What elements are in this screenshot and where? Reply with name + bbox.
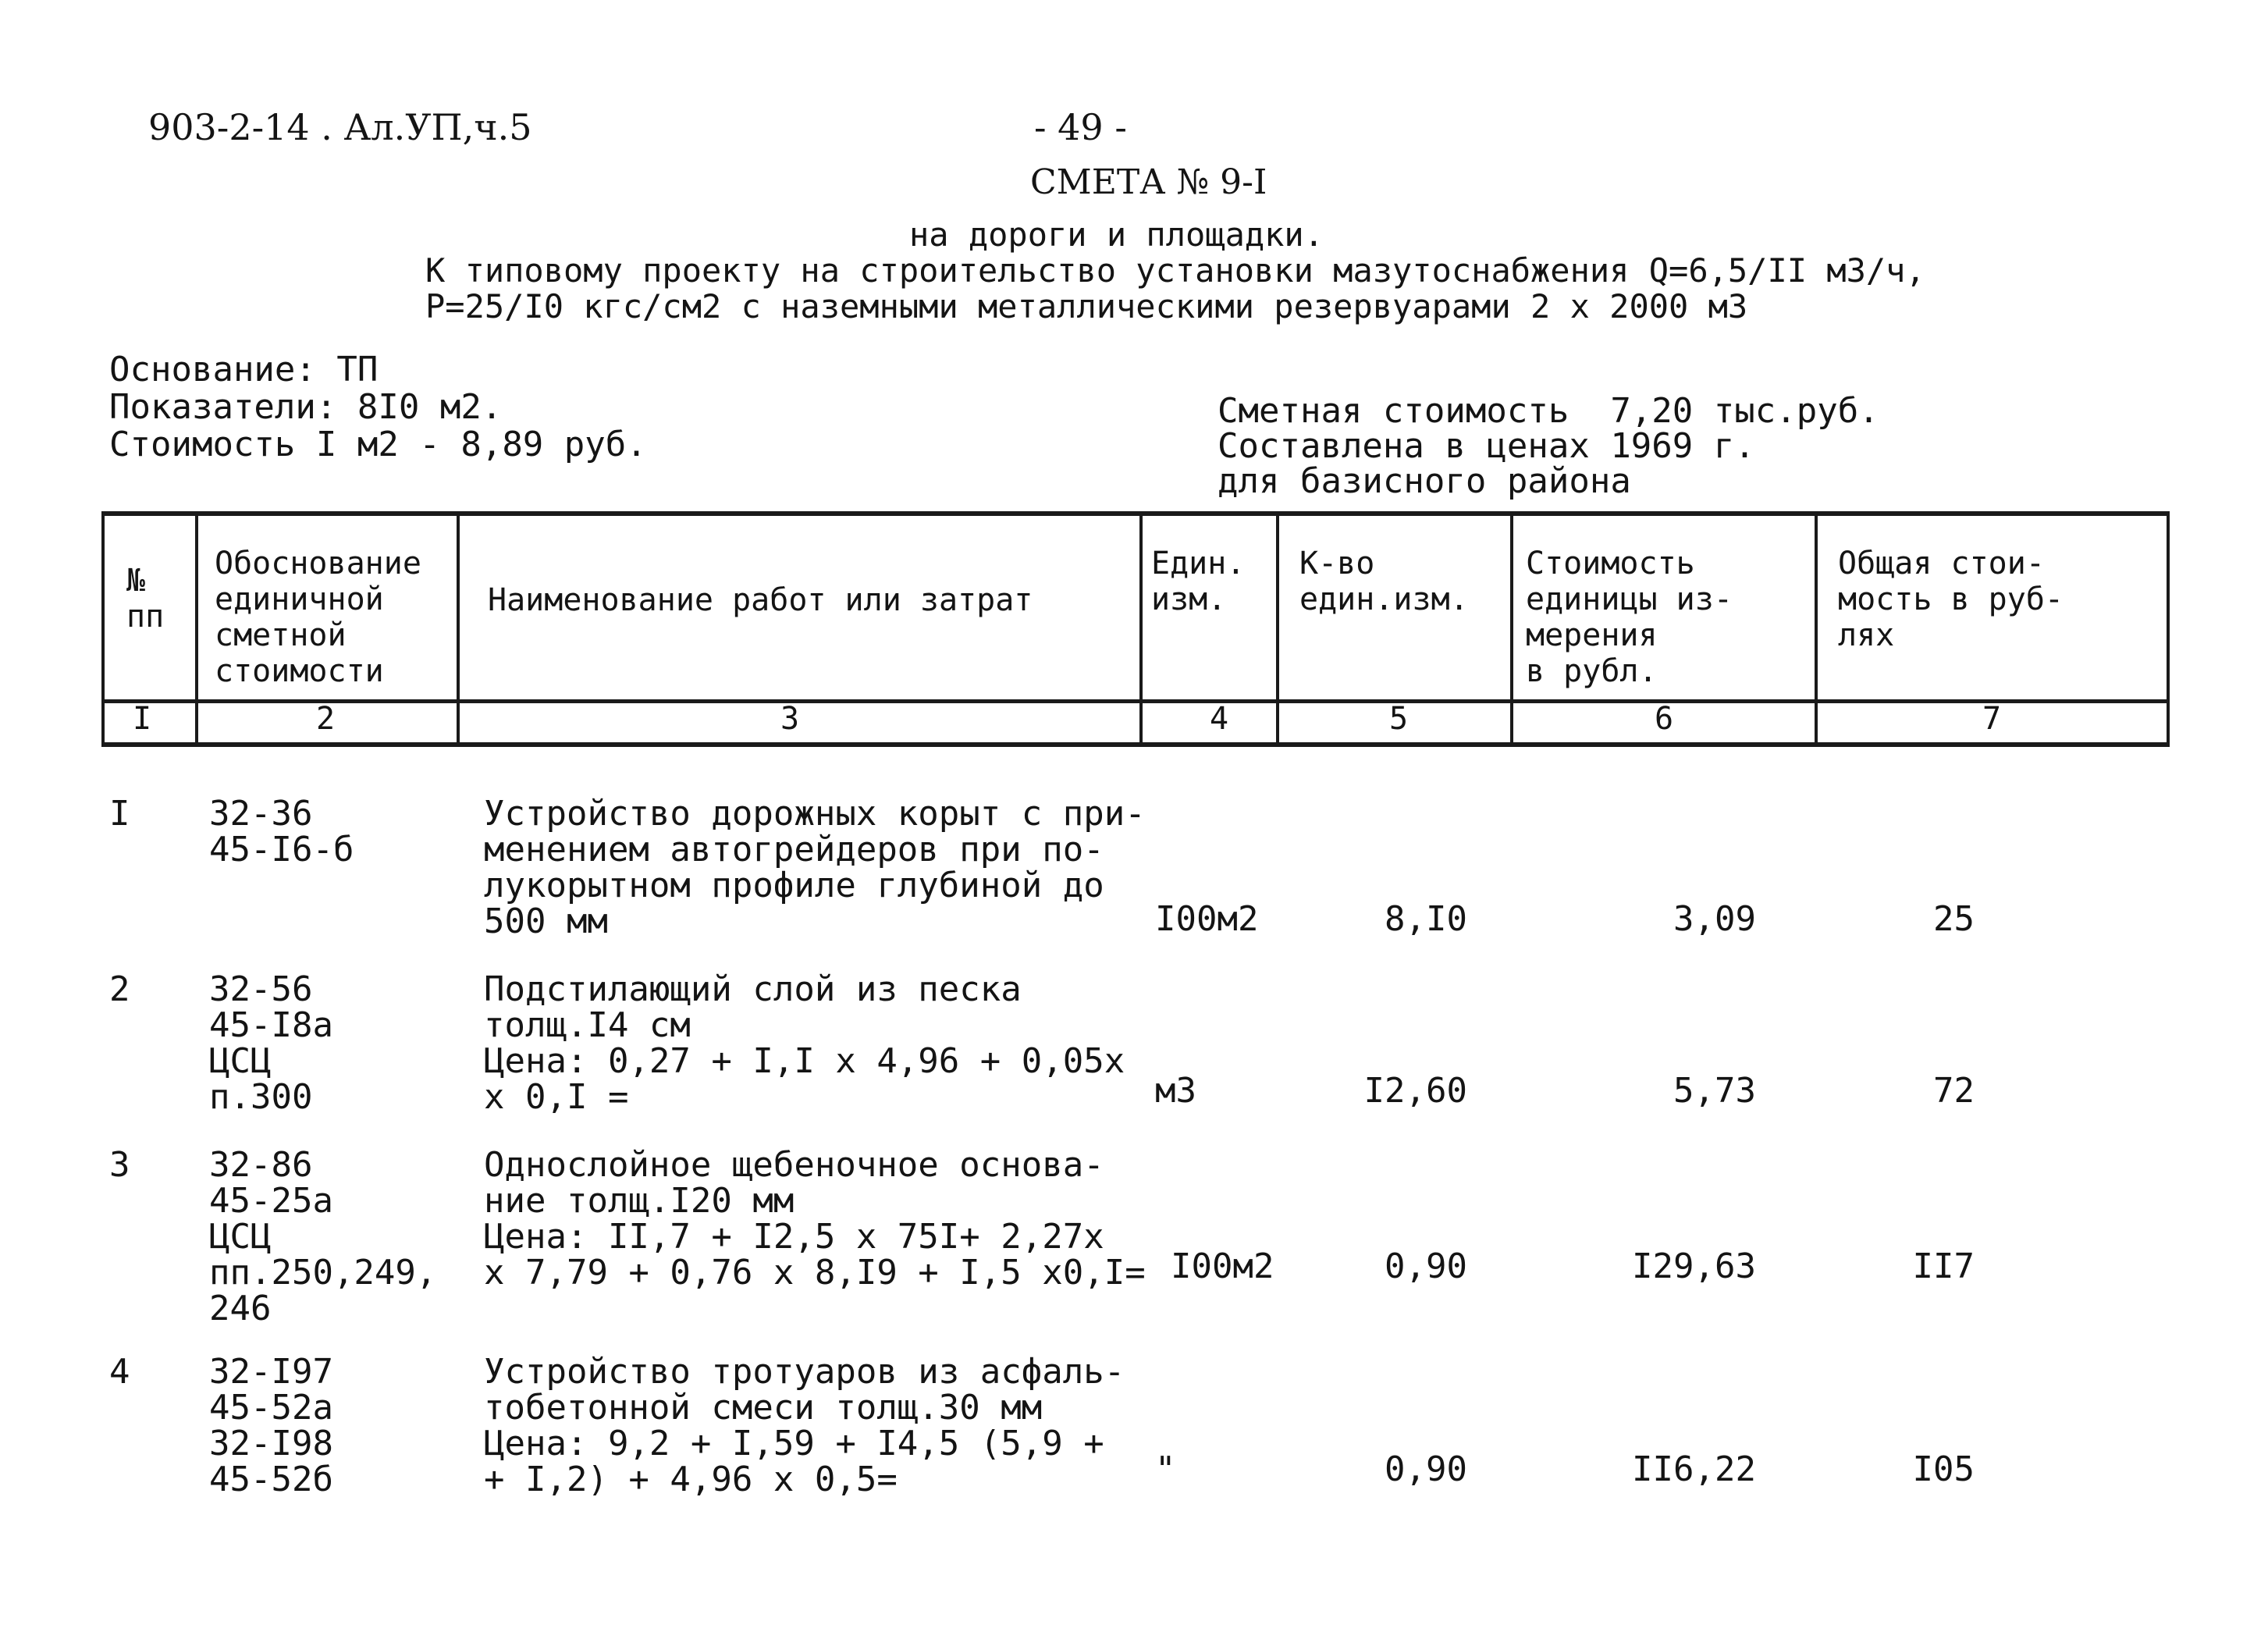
subtitle-line: К типовому проекту на строительство установки мазутоснабжения Q=6,5/II м3/ч, (425, 251, 1925, 290)
row-qty: 0,90 (1385, 1449, 1467, 1489)
column-divider (457, 516, 460, 742)
subtitle-line: P=25/I0 кгс/см2 с наземными металлическими резервуарами 2 х 2000 м3 (425, 287, 1748, 325)
column-number: 3 (780, 701, 800, 737)
column-header-basis: Обоснование единичной сметной стоимости (215, 546, 421, 689)
unit-cost-text: Стоимость I м2 - 8,89 руб. (109, 425, 647, 464)
row-unit: I00м2 (1171, 1246, 1274, 1286)
row-unit-price: I29,63 (1632, 1246, 1756, 1286)
subtitle-line: на дороги и площадки. (909, 215, 1324, 254)
column-divider (1139, 516, 1143, 742)
prices-year-text: Составлена в ценах 1969 г. (1218, 426, 1755, 466)
column-number: 4 (1210, 701, 1229, 737)
column-divider (1510, 516, 1513, 742)
estimated-cost-text: Сметная стоимость 7,20 тыс.руб. (1218, 391, 1879, 431)
column-number: 7 (1982, 701, 2002, 737)
row-name: Устройство тротуаров из асфаль- тобетонной смеси толщ.30 мм Цена: 9,2 + I,59 + I4,5 (5,9 + + I,2) + 4,96 х 0,5= (484, 1352, 1125, 1499)
row-unit: I00м2 (1155, 899, 1259, 939)
document-code: 903-2-14 . Ал.УП,ч.5 (148, 106, 532, 148)
table-header (101, 511, 2170, 747)
row-unit: м3 (1155, 1071, 1196, 1111)
row-unit-price: 5,73 (1673, 1071, 1756, 1111)
row-name: Однослойное щебеночное основа- ние толщ.I20 мм Цена: II,7 + I2,5 х 75I+ 2,27х х 7,79 + 0,76 х 8,I9 + I,5 х0,I= (484, 1145, 1146, 1293)
row-qty: I2,60 (1363, 1071, 1467, 1111)
column-divider (195, 516, 198, 742)
header-divider (101, 699, 2170, 703)
row-unit: " (1155, 1449, 1176, 1489)
column-number: 6 (1655, 701, 1674, 737)
column-number: I (133, 701, 152, 737)
column-header-unit-price: Стоимость единицы из- мерения в рубл. (1526, 546, 1733, 689)
column-divider (101, 516, 105, 742)
column-header-no: № пп (126, 563, 165, 635)
column-divider (1815, 516, 1818, 742)
row-unit-price: 3,09 (1673, 899, 1756, 939)
row-total: I05 (1912, 1449, 1975, 1489)
row-basis: 32-86 45-25а ЦСЦ пп.250,249, 246 (209, 1145, 437, 1328)
row-basis: 32-56 45-I8а ЦСЦ п.300 (209, 969, 333, 1117)
indicators-text: Показатели: 8I0 м2. (109, 387, 503, 427)
column-divider (2167, 516, 2170, 742)
row-number: 3 (109, 1145, 130, 1185)
region-text: для базисного района (1218, 461, 1631, 501)
row-name: Устройство дорожных корыт с при- менением автогрейдеров при по- лукорытном профиле глубиной до 500 мм (484, 794, 1146, 941)
row-number: I (109, 794, 130, 834)
row-total: 25 (1933, 899, 1975, 939)
row-total: II7 (1912, 1246, 1975, 1286)
basis-text: Основание: ТП (109, 350, 379, 389)
row-name: Подстилающий слой из песка толщ.I4 см Цена: 0,27 + I,I х 4,96 + 0,05х х 0,I = (484, 969, 1125, 1117)
column-number: 5 (1389, 701, 1409, 737)
column-number: 2 (316, 701, 336, 737)
row-total: 72 (1933, 1071, 1975, 1111)
row-number: 2 (109, 969, 130, 1009)
column-divider (1276, 516, 1279, 742)
page-number: - 49 - (1034, 106, 1127, 148)
row-qty: 0,90 (1385, 1246, 1467, 1286)
row-basis: 32-36 45-I6-б (209, 794, 354, 869)
estimate-title: СМЕТА № 9-I (1030, 162, 1267, 202)
column-header-name: Наименование работ или затрат (488, 582, 1033, 618)
row-basis: 32-I97 45-52а 32-I98 45-52б (209, 1352, 333, 1499)
column-header-total: Общая стои- мость в руб- лях (1838, 546, 2064, 653)
row-number: 4 (109, 1352, 130, 1392)
row-qty: 8,I0 (1385, 899, 1467, 939)
row-unit-price: II6,22 (1632, 1449, 1756, 1489)
column-header-qty: К-во един.изм. (1299, 546, 1469, 617)
column-header-unit: Един. изм. (1151, 546, 1246, 617)
